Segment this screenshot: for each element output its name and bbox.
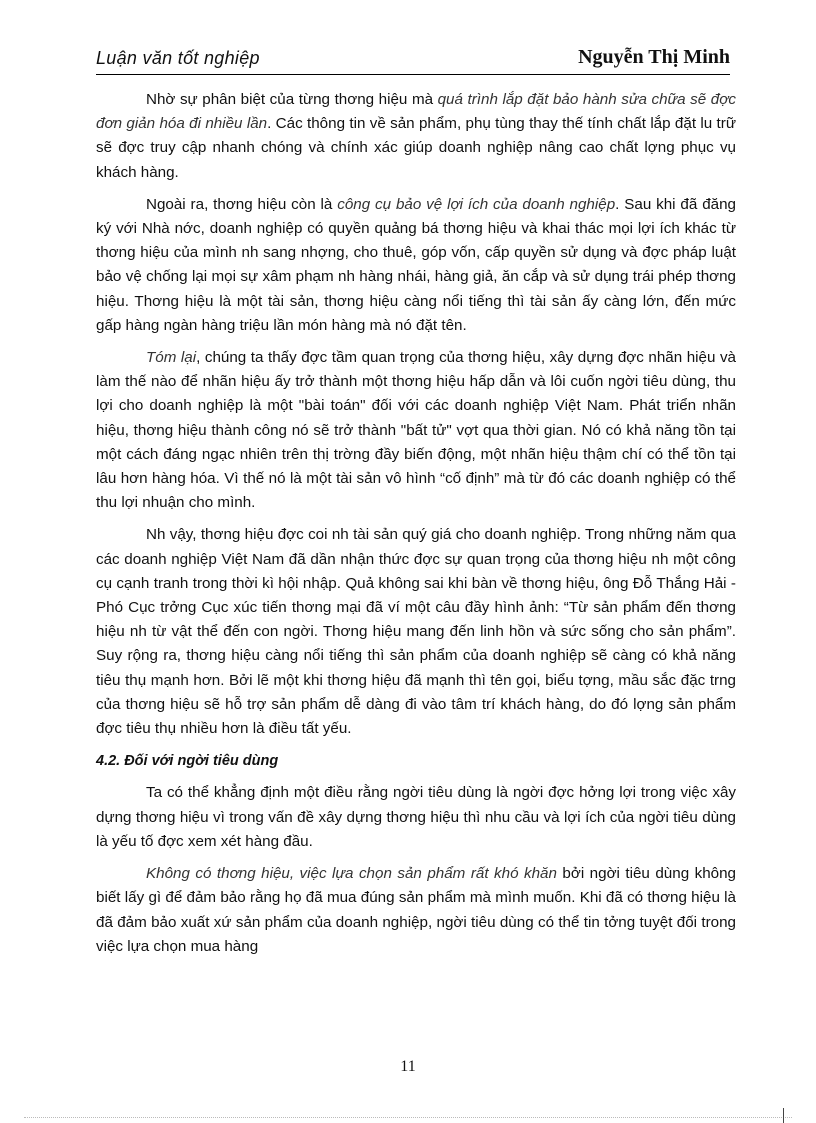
bottom-divider (24, 1117, 792, 1118)
paragraph-4: Nh vậy, thơng hiệu đợc coi nh tài sản quý giá cho doanh nghiệp. Trong những năm qua các doanh nghiệp Việt Nam đã dần nhận thức đợc sự quan trọng của thơng hiệu nh một công cụ cạnh tranh trong thời kì hội nhập. Quả không sai khi bàn về thơng hiệu, ông Đỗ Thắng Hải - Phó Cục trởng Cục xúc tiến thơng mại đã ví một câu đầy hình ảnh: “Từ sản phẩm đến thơng hiệu nh từ vật thể đến con ngời. Thơng hiệu mang đến linh hồn và sức sống cho sản phẩm”. Suy rộng ra, thơng hiệu càng nổi tiếng thì sản phẩm của doanh nghiệp sẽ càng có khả năng tiêu thụ mạnh hơn. Bởi lẽ một khi thơng hiệu đã mạnh thì tên gọi, biểu tợng, mầu sắc đặc trng của thơng hiệu sẽ hỗ trợ sản phẩm dễ dàng đi vào tâm trí khách hàng, do đó lợng sản phẩm đợc tiêu thụ nhiều hơn là điều tất yếu. (96, 526, 736, 738)
header-author-name: Nguyễn Thị Minh (578, 46, 730, 68)
body-text (96, 88, 736, 963)
section-heading: 4.2. Đối với ngời tiêu dùng (96, 753, 279, 770)
paragraph-6-text: bởi ngời tiêu dùng không biết lấy gì để đảm bảo rằng họ đã mua đúng sản phẩm mà mình muốn. Khi đã có thơng hiệu là đã đảm bảo xuất xứ sản phẩm của doanh nghiệp, ngời tiêu dùng có thể tin tởng tuyệt đối trong việc lựa chọn mua hàng (96, 865, 736, 955)
paragraph-1 (96, 88, 736, 185)
page-number: 11 (400, 1058, 416, 1075)
paragraph-3-text: , chúng ta thấy đợc tầm quan trọng của thơng hiệu, xây dựng đợc nhãn hiệu và làm thế nào để nhãn hiệu ấy trở thành một thơng hiệu hấp dẫn và lôi cuốn ngời tiêu dùng, thu lợi cho doanh nghiệp là một "bài toán" đối với các doanh nghiệp Việt Nam. Phát triển nhãn hiệu, thơng hiệu thành công nó sẽ trở thành "bất tử" vợt qua thời gian. Nó có khả năng tồn tại một cách đáng ngạc nhiên trên thị trờng đầy biến động, một nhãn hiệu thậm chí có thể tồn tại lâu hơn hàng hóa. Vì thế nó là một tài sản vô hình “cố định” mà từ đó các doanh nghiệp có thể thu lợi nhuận cho mình. (96, 349, 736, 512)
paragraph-1-rest: . Các thông tin về sản phẩm, phụ tùng thay thế tính chất lắp đặt lu trữ sẽ đợc truy cập nhanh chóng và chính xác giúp doanh nghiệp nâng cao chất lợng phục vụ khách hàng. (96, 115, 736, 181)
paragraph-6-emphasis: Không có thơng hiệu, việc lựa chọn sản phẩm rất khó khăn (146, 865, 557, 883)
paragraph-3-emphasis: Tóm lại (146, 349, 197, 367)
page-header (96, 44, 730, 75)
paragraph-3 (96, 346, 736, 515)
paragraph-5: Ta có thể khẳng định một điều rằng ngời tiêu dùng là ngời đợc hởng lợi trong việc xây dựng thơng hiệu vì trong vấn đề xây dựng thơng hiệu thì nhu cầu và lợi ích của ngời tiêu dùng là yếu tố đợc xem xét hàng đầu. (96, 784, 736, 850)
paragraph-1-emphasis: quá trình lắp đặt bảo hành sửa chữa sẽ đợc đơn giản hóa đi nhiều lần (96, 91, 736, 133)
paragraph-2-rest: . Sau khi đã đăng ký với Nhà nớc, doanh nghiệp có quyền quảng bá thơng hiệu và khai thác mọi lợi ích khác từ thơng hiệu của mình nh sang nhợng, cho thuê, góp vốn, cấp quyền sử dụng và đợc pháp luật bảo vệ chống lại mọi sự xâm phạm nh hàng nhái, hàng giả, ăn cắp và sử dụng trái phép thơng hiệu. Thơng hiệu là một tài sản, thơng hiệu càng nổi tiếng thì tài sản ấy càng lớn, đến mức gấp hàng ngàn hàng triệu lần món hàng mà nó đặt tên. (96, 195, 736, 334)
paragraph-6 (96, 862, 736, 959)
paragraph-1-text: Nhờ sự phân biệt của từng thơng hiệu mà (146, 91, 438, 108)
paragraph-2 (96, 193, 736, 338)
header-thesis-title: Luận văn tốt nghiệp (96, 48, 260, 68)
page-corner-mark (783, 1108, 784, 1123)
paragraph-2-emphasis: công cụ bảo vệ lợi ích của doanh nghiệp (337, 195, 616, 213)
paragraph-2-text: Ngoài ra, thơng hiệu còn là (146, 195, 338, 213)
